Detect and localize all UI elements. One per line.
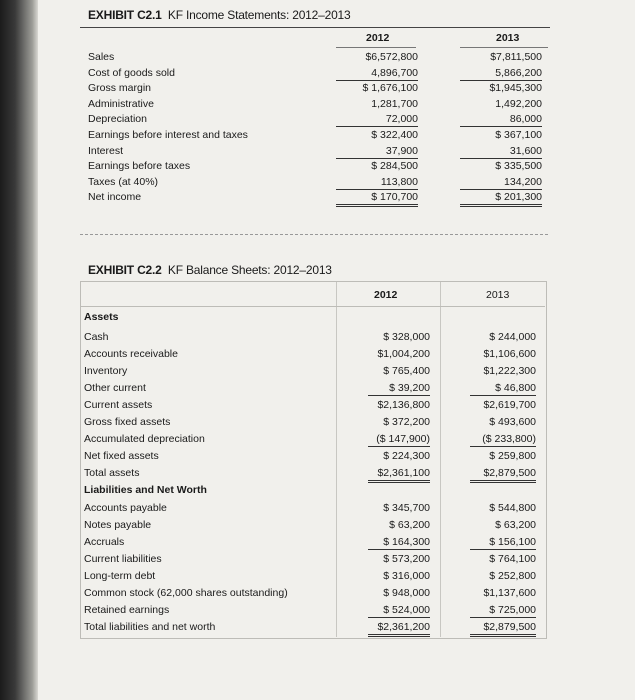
exhibit1-col-rule-2013 bbox=[460, 47, 548, 48]
asset-row bbox=[84, 432, 540, 446]
liability-row bbox=[84, 569, 540, 583]
value-2013: ($ 233,800) bbox=[470, 432, 536, 447]
value-2012: $ 765,400 bbox=[383, 365, 430, 377]
value-2013: $1,106,600 bbox=[483, 348, 536, 360]
asset-row bbox=[84, 330, 540, 344]
liability-row bbox=[84, 603, 540, 617]
value-2012: $ 284,500 bbox=[371, 160, 418, 173]
value-2012: 1,281,700 bbox=[371, 97, 418, 110]
row-label: Accruals bbox=[84, 536, 125, 548]
income-row bbox=[88, 190, 548, 204]
row-label: Administrative bbox=[88, 97, 154, 110]
liability-row bbox=[84, 535, 540, 549]
value-2013: $ 46,800 bbox=[470, 381, 536, 396]
exhibit1-col-2013: 2013 bbox=[496, 32, 520, 44]
income-row bbox=[88, 128, 548, 142]
value-2012: $ 39,200 bbox=[368, 381, 430, 396]
asset-row bbox=[84, 415, 540, 429]
row-label: Depreciation bbox=[88, 113, 147, 126]
value-2012: $ 164,300 bbox=[368, 535, 430, 550]
value-2013: $ 201,300 bbox=[460, 190, 542, 207]
value-2012: $ 224,300 bbox=[383, 450, 430, 462]
value-2012: $6,572,800 bbox=[365, 51, 418, 63]
exhibit1-title-text: KF Income Statements: 2012–2013 bbox=[167, 8, 351, 22]
liability-row bbox=[84, 518, 540, 532]
value-2013: $2,879,500 bbox=[470, 620, 536, 637]
row-label: Accounts payable bbox=[84, 502, 167, 514]
row-label: Accounts receivable bbox=[84, 348, 178, 360]
exhibit1-title-number: EXHIBIT C2.1 bbox=[88, 8, 162, 22]
row-label: Current liabilities bbox=[84, 553, 162, 565]
liabilities-header: Liabilities and Net Worth bbox=[84, 484, 207, 496]
value-2013: 134,200 bbox=[460, 175, 542, 190]
value-2012: $ 524,000 bbox=[368, 603, 430, 618]
value-2012: $ 1,676,100 bbox=[362, 82, 418, 95]
income-row bbox=[88, 81, 548, 95]
value-2012: $ 345,700 bbox=[383, 502, 430, 514]
asset-row bbox=[84, 449, 540, 463]
row-label: Common stock (62,000 shares outstanding) bbox=[84, 587, 288, 599]
value-2013: $2,879,500 bbox=[470, 466, 536, 483]
row-label: Net income bbox=[88, 191, 142, 204]
value-2012: 72,000 bbox=[336, 112, 418, 127]
exhibit2-header-rule bbox=[81, 306, 545, 307]
value-2012: $ 316,000 bbox=[383, 570, 430, 582]
row-label: Net fixed assets bbox=[84, 450, 159, 462]
row-label: Other current bbox=[84, 382, 146, 394]
value-2013: $2,619,700 bbox=[483, 399, 536, 411]
value-2012: $ 372,200 bbox=[383, 416, 430, 428]
liability-row bbox=[84, 586, 540, 600]
income-row bbox=[88, 50, 548, 64]
row-label: Inventory bbox=[84, 365, 128, 377]
value-2013: 31,600 bbox=[460, 144, 542, 159]
row-label: Gross fixed assets bbox=[84, 416, 171, 428]
income-row bbox=[88, 112, 548, 126]
value-2012: $ 573,200 bbox=[383, 553, 430, 565]
value-2012: $1,004,200 bbox=[377, 348, 430, 360]
value-2013: $ 63,200 bbox=[495, 519, 536, 531]
value-2013: $ 493,600 bbox=[489, 416, 536, 428]
asset-row bbox=[84, 381, 540, 395]
row-label: Interest bbox=[88, 144, 124, 157]
value-2013: 1,492,200 bbox=[495, 97, 542, 110]
value-2013: $ 335,500 bbox=[495, 160, 542, 173]
row-label: Cash bbox=[84, 331, 109, 343]
value-2013: $ 244,000 bbox=[489, 331, 536, 343]
exhibit2-title-text: KF Balance Sheets: 2012–2013 bbox=[167, 263, 332, 277]
value-2012: $ 322,400 bbox=[371, 129, 418, 141]
value-2013: $7,811,500 bbox=[490, 51, 542, 63]
value-2013: $1,945,300 bbox=[489, 82, 542, 95]
value-2013: $ 367,100 bbox=[495, 129, 542, 141]
value-2012: $2,361,200 bbox=[368, 620, 430, 637]
row-label: Current assets bbox=[84, 399, 153, 411]
value-2012: $ 948,000 bbox=[383, 587, 430, 599]
income-row bbox=[88, 144, 548, 158]
exhibit2-col-2013: 2013 bbox=[486, 289, 510, 301]
value-2013: 5,866,200 bbox=[460, 66, 542, 81]
value-2012: $ 328,000 bbox=[383, 331, 430, 343]
income-row bbox=[88, 175, 548, 189]
liability-row bbox=[84, 501, 540, 515]
income-row bbox=[88, 66, 548, 80]
value-2013: $1,137,600 bbox=[483, 587, 536, 599]
value-2013: $1,222,300 bbox=[483, 365, 536, 377]
liability-row bbox=[84, 620, 540, 634]
value-2012: 113,800 bbox=[336, 175, 418, 190]
row-label: Taxes (at 40%) bbox=[88, 175, 159, 188]
exhibit1-title bbox=[88, 8, 351, 22]
row-label: Total liabilities and net worth bbox=[84, 621, 216, 633]
value-2013: $ 725,000 bbox=[470, 603, 536, 618]
row-label: Long-term debt bbox=[84, 570, 156, 582]
value-2013: $ 544,800 bbox=[489, 502, 536, 514]
row-label: Retained earnings bbox=[84, 604, 170, 616]
asset-row bbox=[84, 364, 540, 378]
value-2012: $2,136,800 bbox=[377, 399, 430, 411]
row-label: Gross margin bbox=[88, 82, 152, 95]
asset-row bbox=[84, 347, 540, 361]
asset-row bbox=[84, 466, 540, 480]
exhibit1-top-rule bbox=[80, 27, 550, 28]
value-2012: $2,361,100 bbox=[368, 466, 430, 483]
exhibit2-col-2012: 2012 bbox=[374, 289, 398, 301]
value-2013: $ 252,800 bbox=[489, 570, 536, 582]
assets-header: Assets bbox=[84, 311, 119, 323]
exhibit1-col-rule-2012 bbox=[336, 47, 416, 48]
exhibit2-title-number: EXHIBIT C2.2 bbox=[88, 263, 162, 277]
row-label: Total assets bbox=[84, 467, 140, 479]
row-label: Notes payable bbox=[84, 519, 152, 531]
value-2012: $ 63,200 bbox=[389, 519, 430, 531]
asset-row bbox=[84, 398, 540, 412]
value-2013: $ 764,100 bbox=[489, 553, 536, 565]
exhibit2-title bbox=[88, 263, 332, 277]
value-2012: 37,900 bbox=[336, 144, 418, 159]
value-2013: $ 259,800 bbox=[489, 450, 536, 462]
value-2012: $ 170,700 bbox=[336, 190, 418, 207]
income-row bbox=[88, 159, 548, 173]
exhibit1-bottom-rule bbox=[80, 234, 548, 235]
liability-row bbox=[84, 552, 540, 566]
value-2013: 86,000 bbox=[460, 112, 542, 127]
income-row bbox=[88, 97, 548, 111]
exhibit1-col-2012: 2012 bbox=[366, 32, 390, 44]
value-2012: 4,896,700 bbox=[336, 66, 418, 81]
row-label: Sales bbox=[88, 51, 115, 63]
scan-edge-shadow bbox=[0, 0, 38, 700]
row-label: Cost of goods sold bbox=[88, 66, 175, 79]
value-2013: $ 156,100 bbox=[470, 535, 536, 550]
row-label: Earnings before interest and taxes bbox=[88, 129, 248, 141]
row-label: Accumulated depreciation bbox=[84, 433, 205, 445]
row-label: Earnings before taxes bbox=[88, 160, 191, 173]
value-2012: ($ 147,900) bbox=[368, 432, 430, 447]
